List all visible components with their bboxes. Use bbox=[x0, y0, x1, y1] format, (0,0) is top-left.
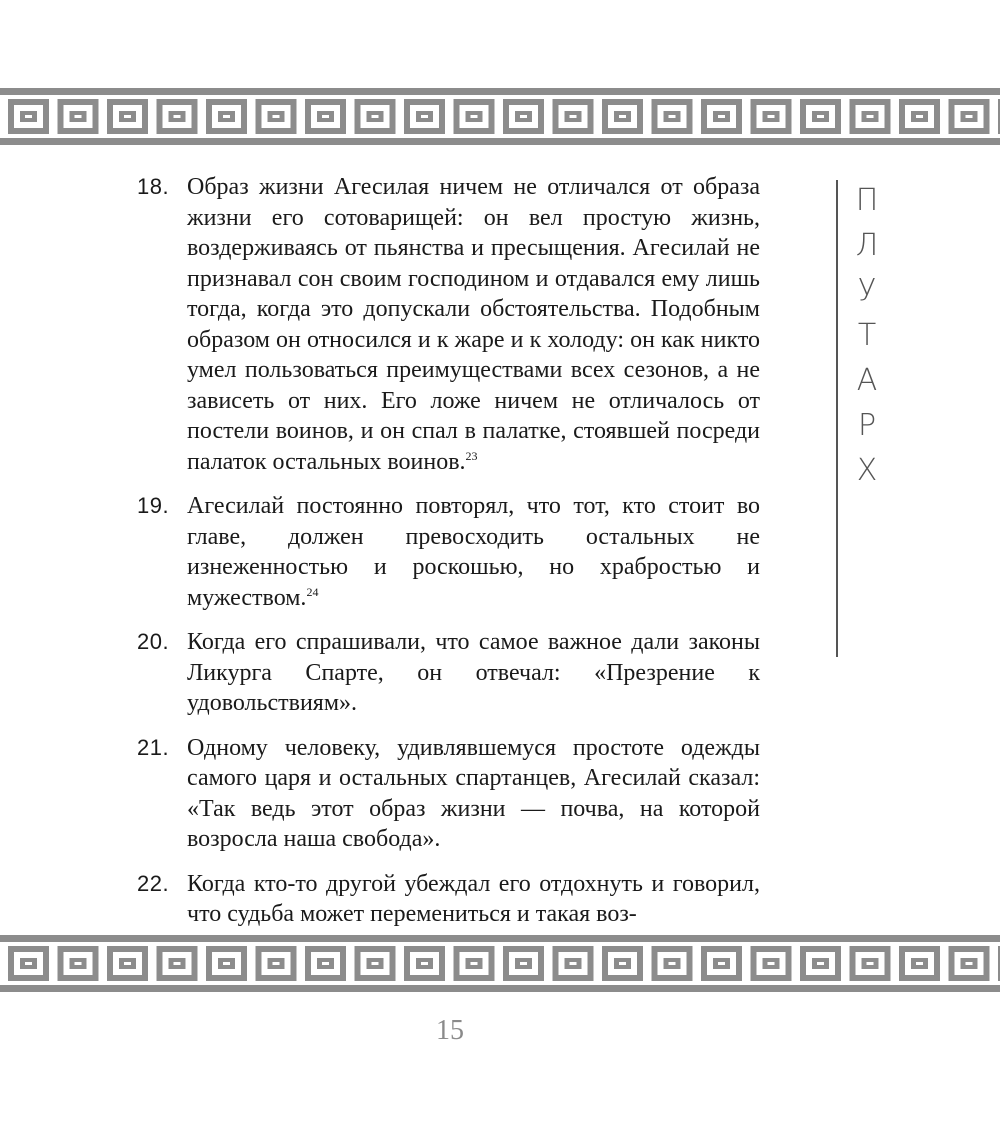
footnote-ref[interactable]: 23 bbox=[465, 448, 478, 463]
entry-text bbox=[187, 172, 760, 477]
meander-pattern-top bbox=[0, 88, 1000, 145]
entry-body: Образ жизни Агесилая ничем не отличался от образа жизни его сотоварищей: он вел простую жизнь, воздерживаясь от пьянства и пресыщения. Агесилай не признавал сон своим господином и отдавался ему лишь тогда, когда это допускали обстоятельства. Подобным образом он относился и к жаре и к холоду: он как никто умел пользоваться преимуществами всех сезонов, а не зависеть от них. Его ложе ничем не отличалось от постели воинов, и он спал в палатке, стоявшей посреди палаток остальных воинов. bbox=[187, 174, 760, 475]
entry-19 bbox=[137, 491, 760, 613]
entry-20 bbox=[137, 627, 760, 719]
meander-border-bottom bbox=[0, 935, 1000, 992]
entry-body: Агесилай постоянно повторял, что тот, кто стоит во главе, должен превосходить остальных не изнеженностью и роскошью, но храбростью и мужеством. bbox=[187, 493, 760, 611]
side-title-letter: Т bbox=[857, 318, 877, 353]
side-title-divider bbox=[836, 180, 838, 657]
entry-number: 21. bbox=[137, 734, 170, 760]
meander-pattern-bottom bbox=[0, 935, 1000, 992]
main-text bbox=[137, 172, 760, 944]
entry-number: 19. bbox=[137, 493, 170, 518]
entry-18 bbox=[137, 172, 760, 477]
side-title-letter: Л bbox=[855, 228, 879, 263]
side-title-letter: У bbox=[857, 273, 877, 308]
entry-text: Когда кто-то другой убеждал его отдохнуть и говорил, что судьба может перемениться и такая воз- bbox=[187, 870, 760, 927]
side-title-letter: А bbox=[856, 363, 878, 398]
entry-22 bbox=[137, 869, 760, 930]
entry-number: 20. bbox=[137, 629, 170, 654]
side-title-letter: Р bbox=[857, 408, 877, 443]
side-title-plutarch bbox=[842, 178, 892, 493]
entry-text: Когда его спрашивали, что самое важное дали законы Ликурга Спарте, он отвечал: «Презрение к удовольствиям». bbox=[187, 629, 760, 716]
entry-21 bbox=[137, 733, 760, 855]
entry-number: 22. bbox=[137, 870, 170, 896]
page-number: 15 bbox=[436, 1015, 464, 1046]
side-title-letter: П bbox=[855, 183, 879, 218]
footnote-ref[interactable]: 24 bbox=[306, 584, 319, 599]
entry-number: 18. bbox=[137, 174, 170, 199]
side-title-letter: Х bbox=[856, 453, 878, 488]
meander-border-top bbox=[0, 88, 1000, 145]
entry-text: Одному человеку, удивлявшемуся простоте одежды самого царя и остальных спартанцев, Агесилай сказал: «Так ведь этот образ жизни — почва, на которой возросла наша свобода». bbox=[187, 734, 760, 852]
entry-text bbox=[187, 491, 760, 613]
